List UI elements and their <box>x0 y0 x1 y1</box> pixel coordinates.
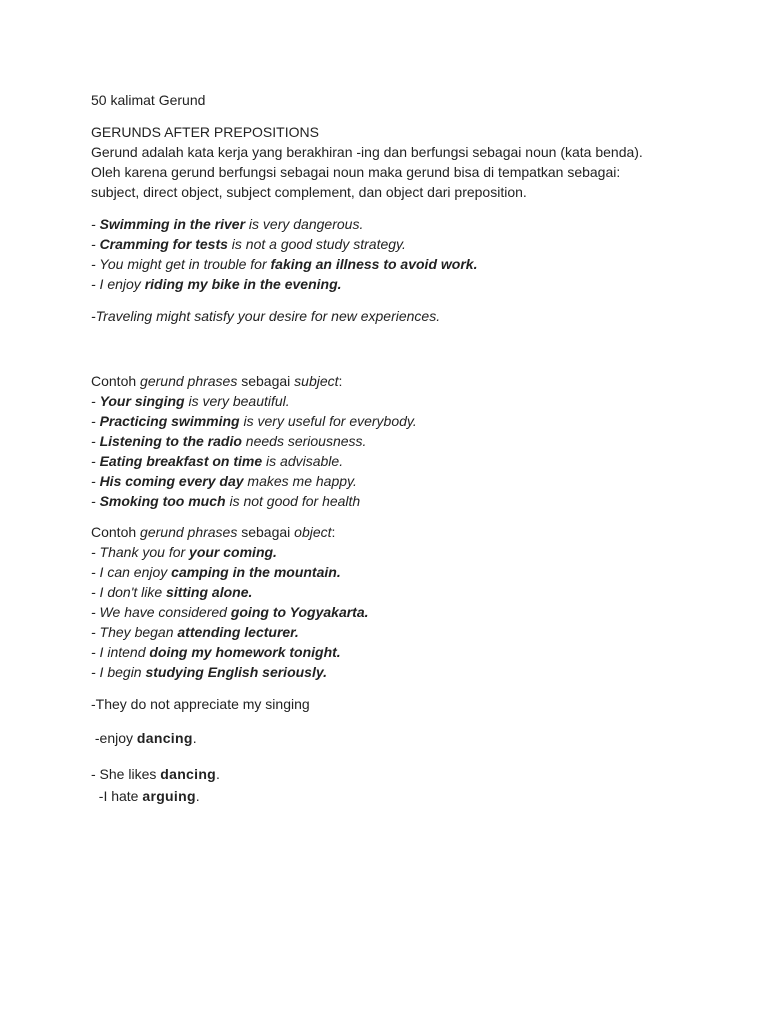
list-item: - We have considered going to Yogyakarta. <box>91 604 369 620</box>
subject-heading: Contoh gerund phrases sebagai subject: <box>91 373 343 389</box>
list-item: - They began attending lecturer. <box>91 624 299 640</box>
traveling-line <box>91 306 728 326</box>
list-item: - Eating breakfast on time is advisable. <box>91 453 344 469</box>
intro-section <box>91 122 648 202</box>
list-item: - Practicing swimming is very useful for everybody. <box>91 413 417 429</box>
doc-title <box>91 90 728 110</box>
list-item: - Swimming in the river is very dangerous. <box>91 216 364 232</box>
list-item: - She likes dancing. <box>91 766 220 782</box>
list-item: - Smoking too much is not good for health <box>91 493 361 509</box>
intro-paragraph: Gerund adalah kata kerja yang berakhiran -ing dan berfungsi sebagai noun (kata benda). Oleh karena gerund berfungsi sebagai noun maka gerund bisa di tempatkan sebagai: subject, direct object, subject complement, dan object dari preposition. <box>91 144 643 200</box>
examples-list-a <box>91 214 728 294</box>
list-item: -enjoy dancing. <box>91 730 197 746</box>
tail-line-1 <box>91 728 728 748</box>
list-item: - His coming every day makes me happy. <box>91 473 357 489</box>
appreciate-line <box>91 694 728 714</box>
tail-lines <box>91 764 728 806</box>
list-item: - Thank you for your coming. <box>91 544 277 560</box>
traveling-text: -Traveling might satisfy your desire for new experiences. <box>91 308 441 324</box>
appreciate-text: -They do not appreciate my singing <box>91 696 310 712</box>
object-section <box>91 522 728 682</box>
list-item: - Your singing is very beautiful. <box>91 393 290 409</box>
list-item: -I hate arguing. <box>91 788 200 804</box>
section-heading: GERUNDS AFTER PREPOSITIONS <box>91 124 319 140</box>
list-item: - I intend doing my homework tonight. <box>91 644 341 660</box>
list-item: - Cramming for tests is not a good study strategy. <box>91 236 406 252</box>
doc-title-text: 50 kalimat Gerund <box>91 92 206 108</box>
list-item: - I enjoy riding my bike in the evening. <box>91 276 342 292</box>
list-item: - Listening to the radio needs seriousness. <box>91 433 367 449</box>
list-item: - I don't like sitting alone. <box>91 584 253 600</box>
list-item: - You might get in trouble for faking an illness to avoid work. <box>91 256 478 272</box>
list-item: - I can enjoy camping in the mountain. <box>91 564 341 580</box>
list-item: - I begin studying English seriously. <box>91 664 327 680</box>
object-heading: Contoh gerund phrases sebagai object: <box>91 524 336 540</box>
subject-section <box>91 371 728 511</box>
